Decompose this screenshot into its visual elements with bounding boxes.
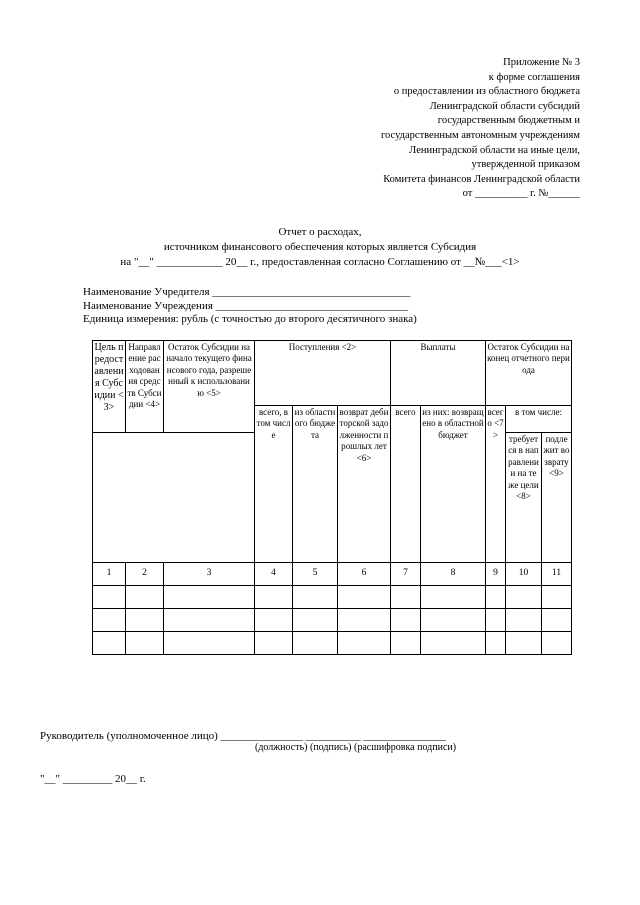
- column-number: 9: [486, 563, 506, 586]
- title-line-2: источником финансового обеспечения которых является Субсидия: [163, 241, 477, 253]
- header-receipts-total: всего, в том числе: [255, 406, 293, 563]
- institution-name-line: Наименование Учреждения ___________________________________: [83, 299, 409, 312]
- column-number: 5: [293, 563, 338, 586]
- column-number: 7: [391, 563, 421, 586]
- title-line-3: на "__" ____________ 20__ г., предоставленная согласно Соглашению от __№___<1>: [120, 256, 520, 268]
- header-expense-direction: Направление расходования средств Субсидии <4>: [126, 341, 164, 433]
- header-payments-returned: из них: возвращено в областной бюджет: [421, 406, 486, 563]
- column-number: 2: [126, 563, 164, 586]
- column-number: 6: [338, 563, 391, 586]
- header-receipts-regional: из областного бюджета: [293, 406, 338, 563]
- header-balance-end: Остаток Субсидии на конец отчетного периода: [486, 341, 572, 406]
- column-number: 3: [164, 563, 255, 586]
- expense-report-table: [92, 340, 572, 655]
- unit-of-measure: Единица измерения: рубль (с точностью до второго десятичного знака): [83, 313, 417, 325]
- title-line-1: Отчет о расходах,: [278, 226, 362, 238]
- table-row: [93, 609, 572, 632]
- appendix-line: от __________ г. №______: [462, 188, 580, 200]
- header-payments-total: всего: [391, 406, 421, 563]
- appendix-line: о предоставлении из областного бюджета: [393, 86, 580, 98]
- appendix-line: к форме соглашения: [488, 71, 580, 83]
- appendix-line: Комитета финансов Ленинградской области: [383, 173, 580, 185]
- column-number: 8: [421, 563, 486, 586]
- appendix-line: государственным бюджетным и: [437, 115, 580, 127]
- column-number: 1: [93, 563, 126, 586]
- header-receipts: Поступления <2>: [255, 341, 391, 406]
- column-number: 4: [255, 563, 293, 586]
- appendix-line: Ленинградской области субсидий: [429, 100, 580, 112]
- column-number: 10: [506, 563, 542, 586]
- appendix-line: утвержденной приказом: [471, 159, 580, 171]
- signature-line: Руководитель (уполномоченное лицо) _______________ __________ _______________: [40, 730, 447, 742]
- appendix-line: Ленинградской области на иные цели,: [409, 144, 580, 156]
- header-balance-required: требуется в направлении на те же цели <8>: [506, 433, 542, 563]
- header-balance-total: всего <7>: [486, 406, 506, 563]
- founder-name-line: Наименование Учредителя ____________________________________: [83, 286, 411, 298]
- header-subsidy-purpose: Цель предоставления Субсидии <3>: [93, 341, 126, 433]
- header-balance-return: подлежит возврату <9>: [542, 433, 572, 563]
- appendix-header: [280, 56, 580, 202]
- date-line: "__" _________ 20__ г.: [40, 773, 146, 785]
- header-balance-start: Остаток Субсидии на начало текущего финансового года, разрешенный к использованию <5>: [164, 341, 255, 433]
- header-payments: Выплаты: [391, 341, 486, 406]
- report-title: [0, 225, 640, 270]
- column-numbers-row: [93, 563, 572, 586]
- table-row: [93, 632, 572, 655]
- column-number: 11: [542, 563, 572, 586]
- appendix-line: государственным автономным учреждениям: [380, 129, 580, 141]
- report-info: [83, 286, 417, 327]
- table-row: [93, 586, 572, 609]
- appendix-line: Приложение № 3: [503, 57, 580, 68]
- header-receipts-returns: возврат дебиторской задолженности прошлых лет <6>: [338, 406, 391, 563]
- signature-caption: (должность) (подпись) (расшифровка подписи): [255, 742, 457, 753]
- header-balance-incl: в том числе:: [506, 406, 572, 433]
